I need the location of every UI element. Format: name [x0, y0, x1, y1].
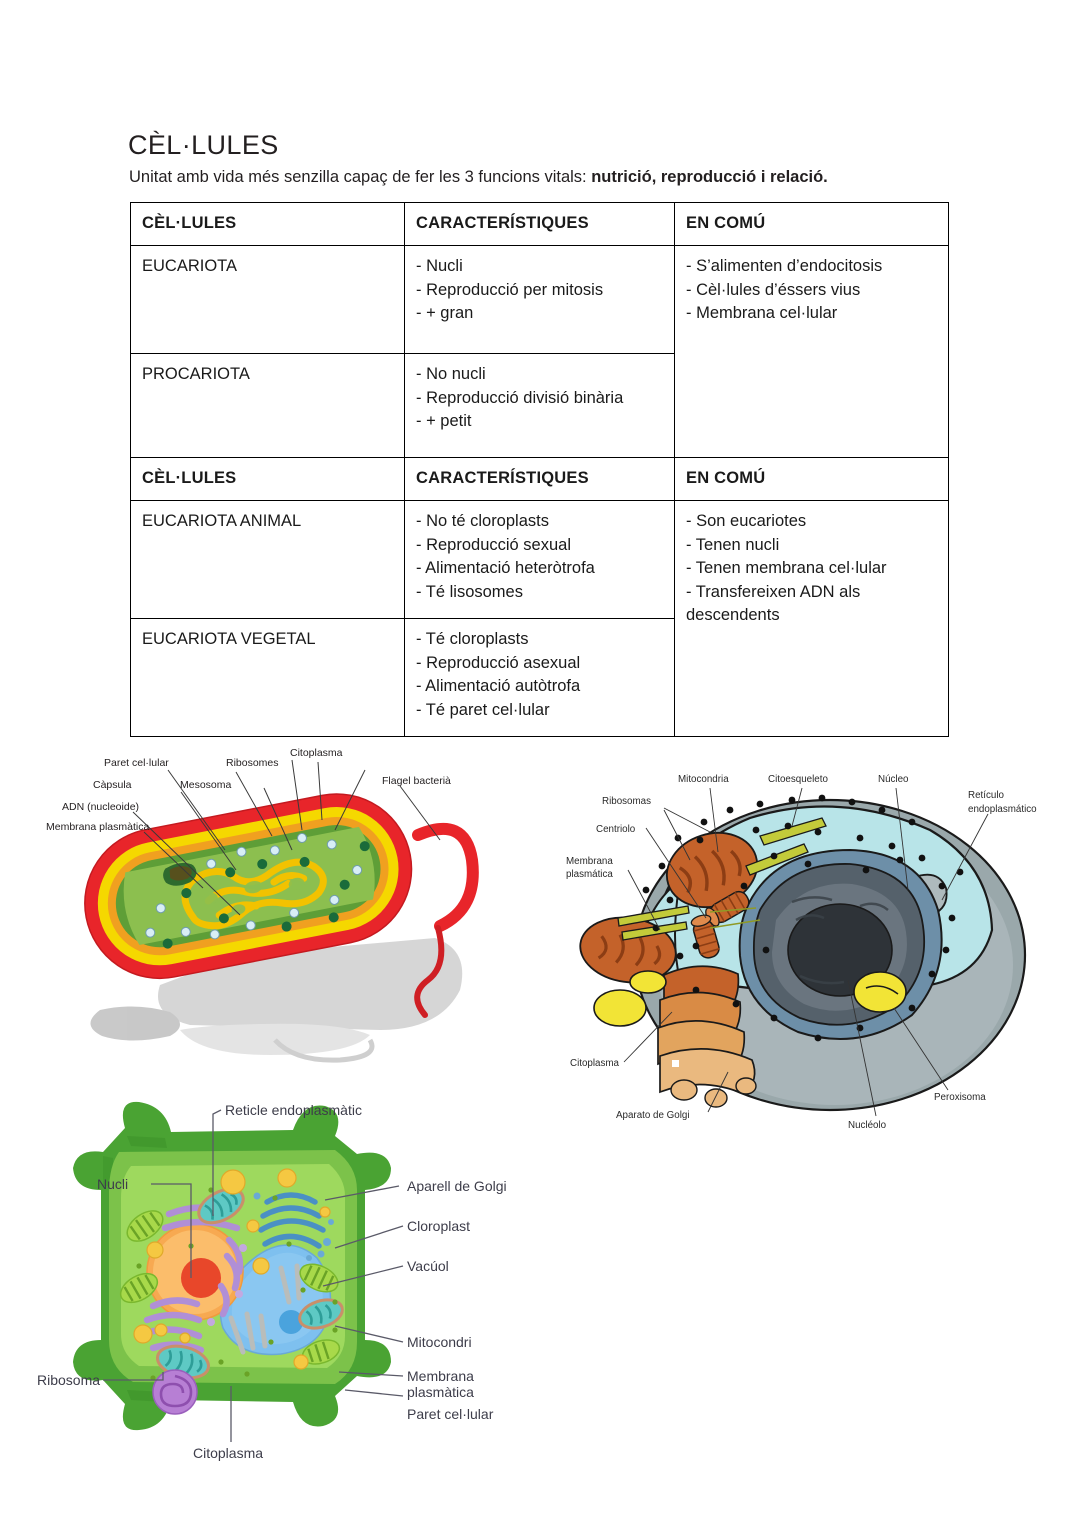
column-header-common: EN COMÚ [675, 458, 949, 501]
page-title: CÈL·LULES [128, 130, 279, 160]
nucleolus-shape [181, 1258, 221, 1298]
label-capsula: Càpsula [93, 779, 132, 791]
table-animal-plant [130, 457, 949, 737]
list-item: - Reproducció divisió binària [416, 388, 624, 407]
label-mitocondri: Mitocondri [407, 1334, 472, 1350]
cell-type-eucariota: EUCARIOTA [131, 246, 405, 354]
label-membrana-line1: Membrana [407, 1368, 474, 1384]
list-item: - Son eucariotes [686, 512, 807, 531]
label-aparato-golgi: Aparato de Golgi [616, 1110, 690, 1121]
list-item: - Reproducció per mitosis [416, 280, 604, 299]
label-paret-cellular: Paret cel·lular [407, 1406, 494, 1422]
label-reticulo-line2: endoplasmático [968, 804, 1037, 815]
label-citoplasma: Citoplasma [570, 1058, 620, 1069]
list-item: descendents [686, 606, 780, 625]
column-header-common: EN COMÚ [675, 203, 949, 246]
list-item: - + gran [416, 304, 474, 323]
cell-common-table-1 [675, 246, 949, 462]
label-citoplasma: Citoplasma [193, 1445, 264, 1461]
column-header-cells: CÈL·LULES [131, 203, 405, 246]
cell-common-table-2 [675, 501, 949, 737]
label-adn-nucleoide: ADN (nucleoide) [62, 801, 140, 813]
column-header-cells: CÈL·LULES [131, 458, 405, 501]
list-item: - Transfereixen ADN als [686, 582, 861, 601]
table-prokaryote-eukaryote [130, 202, 949, 462]
intro-text: Unitat amb vida més senzilla capaç de fer les 3 funcions vitals: [129, 168, 592, 186]
list-item: - + petit [416, 412, 472, 431]
label-nucli: Nucli [97, 1176, 129, 1192]
list-item: - Reproducció sexual [416, 535, 571, 554]
list-item: - Té cloroplasts [416, 630, 529, 649]
label-peroxisoma: Peroxisoma [934, 1092, 986, 1103]
label-membrana-line2: plasmática [566, 869, 613, 880]
label-citoesqueleto: Citoesqueleto [768, 774, 828, 785]
label-aparell-de-golgi: Aparell de Golgi [407, 1178, 507, 1194]
figure-plant-cell [35, 1090, 535, 1465]
label-membrana-plasmatica: Membrana plasmàtica [46, 821, 150, 833]
cell-type-eucariota-animal: EUCARIOTA ANIMAL [131, 501, 405, 619]
cell-type-procariota: PROCARIOTA [131, 354, 405, 462]
list-item: - S’alimenten d’endocitosis [686, 257, 883, 276]
cell-characteristics-animal [405, 501, 675, 619]
label-vacuol: Vacúol [407, 1258, 449, 1274]
list-item: - No nucli [416, 365, 486, 384]
table-header-row [131, 203, 949, 246]
label-nucleolo: Nucléolo [848, 1120, 887, 1131]
list-item: - Tenen membrana cel·lular [686, 559, 887, 578]
label-membrana-line2: plasmàtica [407, 1384, 474, 1400]
table-header-row [131, 458, 949, 501]
white-marker [672, 1060, 679, 1067]
figure-animal-cell [560, 760, 1060, 1150]
list-item: - Té paret cel·lular [416, 700, 550, 719]
label-mesosoma: Mesosoma [180, 779, 232, 791]
label-cloroplast: Cloroplast [407, 1218, 471, 1234]
table-row [131, 501, 949, 619]
cell-characteristics-vegetal [405, 619, 675, 737]
cell-characteristics-procariota [405, 354, 675, 462]
list-item: - Reproducció asexual [416, 653, 581, 672]
label-membrana-line1: Membrana [566, 856, 613, 867]
cell-characteristics-eucariota [405, 246, 675, 354]
list-item: - Alimentació autòtrofa [416, 677, 581, 696]
label-ribosomas: Ribosomas [602, 796, 652, 807]
list-item: - Nucli [416, 257, 463, 276]
intro-emphasis: nutrició, reproducció i relació. [591, 168, 828, 186]
list-item: - Membrana cel·lular [686, 304, 838, 323]
list-item: - Té lisosomes [416, 582, 523, 601]
label-nucleo: Núcleo [878, 774, 909, 785]
lysosome-shape [153, 1370, 197, 1414]
list-item: - Cèl·lules d’éssers vius [686, 280, 861, 299]
label-reticle-endoplasmatic: Reticle endoplasmàtic [225, 1102, 362, 1118]
table-row [131, 246, 949, 354]
label-centriolo: Centriolo [596, 824, 636, 835]
list-item: - No té cloroplasts [416, 512, 549, 531]
label-mitocondria: Mitocondria [678, 774, 729, 785]
label-ribosoma: Ribosoma [37, 1372, 101, 1388]
label-reticulo-line1: Retículo [968, 790, 1004, 801]
intro-paragraph [129, 168, 828, 187]
label-ribosomes: Ribosomes [226, 757, 279, 769]
label-flagel-bacteria: Flagel bacterià [382, 775, 451, 787]
list-item: - Alimentació heteròtrofa [416, 559, 595, 578]
cell-type-eucariota-vegetal: EUCARIOTA VEGETAL [131, 619, 405, 737]
list-item: - Tenen nucli [686, 535, 780, 554]
bacterial-flagellum [418, 829, 473, 926]
column-header-characteristics: CARACTERÍSTIQUES [405, 458, 675, 501]
label-paret-cellular: Paret cel·lular [104, 757, 169, 769]
column-header-characteristics: CARACTERÍSTIQUES [405, 203, 675, 246]
figure-bacterial-cell [40, 740, 510, 1080]
label-citoplasma: Citoplasma [290, 747, 343, 759]
